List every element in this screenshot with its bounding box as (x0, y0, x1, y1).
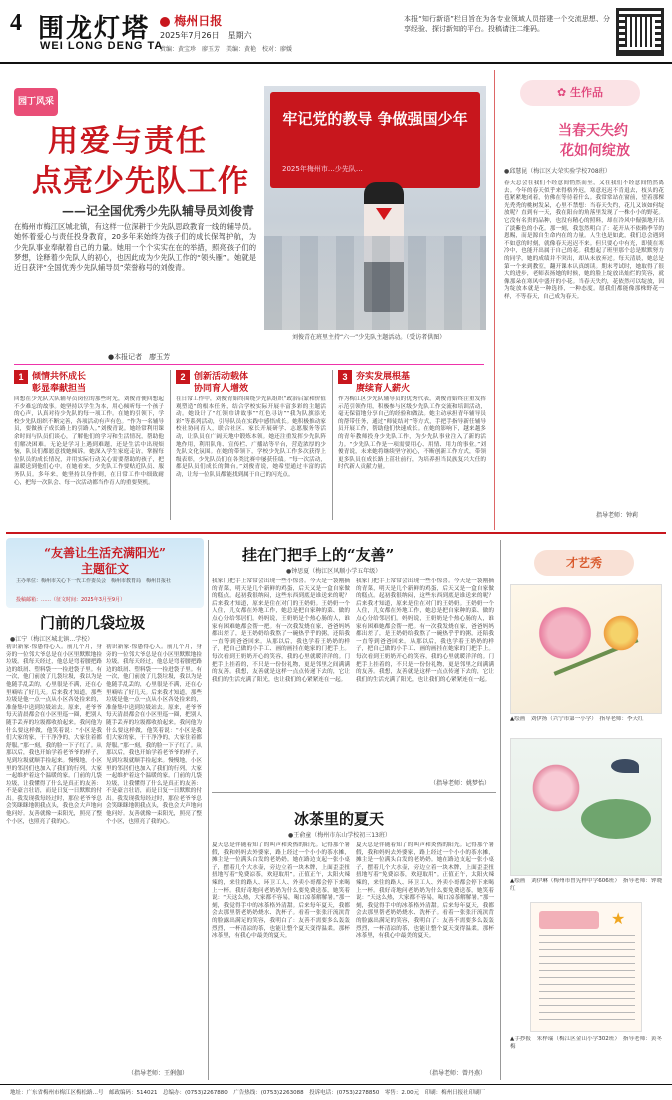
paper-logo-icon (160, 17, 170, 27)
subsection-title-1: 夯实发展根基 (356, 372, 411, 382)
handwritten-title-block (539, 911, 599, 929)
subsection-2 (176, 370, 326, 520)
subsection-body: 在日常工作中，刘俊青始终围绕少先队组织“政治启蒙和价值观塑造”的根本任务，结合学校实际开展丰富多彩的主题活动。她设计了“红领巾讲故事”“红色寻访”“我为队旗添光彩”等系列活动，引导队员在实践中感悟成长。她积极推动家校社协同育人，联合社区、家长开展研学、志愿服务等活动，让队员在广阔天地中锻炼本领。她还注重发挥少先队阵地作用，利用队角、宣传栏、广播站等平台，营造浓厚的少先队文化氛围。在她的带领下，学校少先队工作多次获得上级表彰，少先队员们在各类比赛中屡获佳绩。“每一次活动，都是队员们成长的舞台。”刘俊青说，她希望通过丰富的活动，让每一位队员都能找到属于自己的闪光点。 (176, 396, 326, 478)
painting-flower-icon (601, 613, 641, 653)
flower-icon: ✿ (556, 86, 571, 99)
artwork-painting-2 (510, 738, 662, 876)
subsection-title-1: 创新活动载体 (194, 372, 249, 382)
page-title: 围龙灯塔 (38, 14, 151, 44)
story-b-byline: ●钟思夏（梅江区风顺小学五年级） (286, 568, 382, 575)
subsection-title-2: 彰显奉献担当 (32, 384, 87, 394)
story-c (212, 796, 496, 1082)
story-b-body-col-1: 我家门把手上常常会出现一些小惊喜。今天是一袋刚摘的青菜，明天是几个新鲜的鸡蛋，后天又是一盒自家做的糕点。起初我很纳闷，这些东西到底是谁送来的呢？后来我才知道，原来是住在对门的王奶奶。王奶奶一个人住，儿女都在外地工作，她总是把自家种的菜、做的点心分给邻居们。妈妈说，王奶奶是个热心肠的人，谁家有困难她都会帮一把。有一次我发烧在家，爸爸妈妈都出差了，是王奶奶给我熬了一碗热乎乎的粥，还陪我一直等到爸爸回来。从那以后，我也学着王奶奶的样子，把自己做的小手工、画的画挂在她家的门把手上。每次看到王奶奶开心的笑容，我的心里就暖洋洋的。门把手上挂着的，不只是一份份礼物，更是邻里之间满满的友善。我想，友善就是这样一点点传递下去的，它让我们的生活充满了阳光，也让我们的心紧紧连在一起。 (212, 578, 350, 683)
section-divider (6, 532, 666, 534)
column-rule (208, 540, 209, 1080)
lead-photo-caption: 刘俊青在班里主持“六一”少先队主题活动。（受访者供图） (292, 334, 446, 341)
column-notice: 本报“知行新语”栏目旨在为各专业领域人员搭建一个交流思想、分享经验、探讨新知的平台。投稿请注二维码。 (404, 15, 610, 33)
lead-story (0, 64, 490, 524)
story-a (6, 612, 204, 1082)
story-a-teacher: （指导老师：王俐伽） (128, 1070, 189, 1077)
subsection-1 (14, 370, 164, 520)
painting-flower-icon (535, 603, 595, 663)
subsection-body: 作为梅江区少先队辅导员的优秀代表，刘俊青始终注重发挥示范引领作用，积极参与区级少先队工作交流和培训活动，毫无保留地分享自己的经验和做法。她主动承担青年辅导员的帮带任务，通过“师徒结对”等方式，手把手指导新任辅导员开展工作，帮助他们快速成长。在她的影响下，越来越多的青年教师投身少先队工作，为少先队事业注入了新的活力。“少先队工作是一项需要用心、用情、用力的事业。”刘俊青说，未来她将继续坚守初心，不断创新工作方式，带领更多队员在成长路上茁壮前行，为培养担当民族复兴大任的时代新人贡献力量。 (338, 396, 486, 471)
lead-divider (14, 364, 484, 365)
artwork-painting-1 (510, 584, 662, 714)
campaign-banner (6, 538, 204, 608)
painting-bird-icon (611, 759, 639, 773)
essay-title-2: 花如何绽放 (560, 143, 630, 159)
photo-students (264, 236, 486, 330)
story-a-body-col-1: 初识新家·惊愚得心人。前几个月，身旁的一位邻大爷总是在小区里默默地捡垃圾。我每天经过，他总是弯着腰把路边的纸屑、塑料袋一一捡进袋子里。有一次，他门前放了几袋垃圾，我以为是他随手乱丢的，心里很是不满，还在心里嘀咕了好几天。后来我才知道，那些垃圾是他一点一点从小区各处捡来的，准备集中送到垃圾站去。原来，老爷爷每天清晨都会在小区里巡一圈，把别人随手丢弃的垃圾都收拾起来。我问他为什么要这样做，他笑着说：“小区是我们大家的家，干干净净的，大家住着都舒服。”那一刻，我的脸一下子红了。从那以后，我也开始学着老爷爷的样子，见到垃圾就顺手捡起来。慢慢地，小区里的邻居们也加入了我们的行列，大家一起维护着这个温暖的家。门前的几袋垃圾，让我懂得了什么是真正的友善：不是豪言壮语，而是日复一日默默的付出。我发现我每经过时，那位老爷爷总会笑眯眯地朝我点头，我也会大声地向他问好。友善就像一束阳光，照亮了整个小区，也照亮了我的心。 (6, 644, 102, 825)
artwork-handwritten-newspaper (530, 902, 642, 1032)
campaign-organizers: 主办单位：梅州市关心下一代工作委员会 梅州市教育局 梅州日报社 (16, 578, 172, 584)
editors-line: 责编：黄宝珍 廖玉芳 美编：黄艳 校对：廖媛 (160, 46, 293, 53)
story-c-body-col-2: 夏天总是伴随着知了的叫声和炎热的阳光。记得那个暑假，我和妈妈去外婆家，路上经过一个小小的茶水摊，摊主是一位满头白发的老奶奶。她在路边支起一张小桌子，摆着几个大水壶，旁边立着一块木牌，上面歪歪扭扭地写着“免费凉茶，欢迎取用”。正值正午，太阳火辣辣的，来往的路人、环卫工人、外卖小哥都会停下来喝上一杯。我好奇地问老奶奶为什么要免费送茶，她笑着说：“天这么热，大家都不容易，喝口凉茶解解暑。”那一刻，我觉得手中的冰茶格外清甜。后来每年夏天，我都会去那里帮老奶奶烧水、洗杯子。看着一张张汗流浃背的脸露出满足的笑容，我明白了：友善不需要多么轰轰烈烈，一杯清凉的茶，也能让整个夏天变得温柔。那杯冰茶里，有我心中最美的夏天。 (356, 842, 494, 940)
story-divider (212, 792, 496, 793)
story-a-byline: ●江宁（梅江区城北镇…学校） (10, 636, 94, 643)
photo-banner-text: 牢记党的教导 争做强国少年 (282, 110, 468, 128)
right-column-rule (494, 70, 495, 530)
column-rule (500, 540, 501, 1080)
art-caption-1: ▲绘画 刘伊扬（兴宁市第一小学） 指导老师：李天红 (510, 716, 644, 722)
photo-banner-caption: 2025年梅州市…少先队… (282, 165, 363, 173)
essay-title-1: 当春天失约 (558, 123, 628, 139)
footer-rule (0, 1084, 672, 1085)
page-number: 4 (10, 10, 22, 36)
lead-subhead: ——记全国优秀少先队辅导员刘俊青 (62, 204, 255, 218)
essay-byline: ●邱慧昆（梅江区大荣实验学校708班） (504, 168, 611, 175)
paper-name: 梅州日报 (174, 14, 223, 28)
campaign-title-1: “友善让生活充满阳光” (44, 546, 166, 560)
issue-date: 2025年7月26日 星期六 (160, 31, 252, 40)
story-b-body-col-2: 我家门把手上常常会出现一些小惊喜。今天是一袋刚摘的青菜，明天是几个新鲜的鸡蛋，后天又是一盒自家做的糕点。起初我很纳闷，这些东西到底是谁送来的呢？后来我才知道，原来是住在对门的王奶奶。王奶奶一个人住，儿女都在外地工作，她总是把自家种的菜、做的点心分给邻居们。妈妈说，王奶奶是个热心肠的人，谁家有困难她都会帮一把。有一次我发烧在家，爸爸妈妈都出差了，是王奶奶给我熬了一碗热乎乎的粥，还陪我一直等到爸爸回来。从那以后，我也学着王奶奶的样子，把自己做的小手工、画的画挂在她家的门把手上。每次看到王奶奶开心的笑容，我的心里就暖洋洋的。门把手上挂着的，不只是一份份礼物，更是邻里之间满满的友善。我想，友善就是这样一点点传递下去的，它让我们的生活充满了阳光，也让我们的心紧紧连在一起。 (356, 578, 494, 683)
masthead (0, 0, 672, 62)
story-c-title: 冰茶里的夏天 (294, 810, 385, 828)
essay-teacher: 指导老师：钟莉 (596, 512, 639, 519)
handwritten-star-icon: ★ (611, 909, 626, 928)
qr-code (616, 8, 664, 56)
footer-text: 地址：广东省梅州市梅江区梅松路…号 邮政编码：514021 总编办：(0753)2267880 广告热线：(0753)2263088 投诉电话：(0753)2278850 零售：2.00元 印刷：梅州日报社印刷厂 (10, 1090, 486, 1096)
story-b (212, 540, 496, 790)
story-c-byline: ●王俞童（梅州市东山学校初三13班） (288, 832, 391, 839)
story-b-title: 挂在门把手上的“友善” (242, 546, 395, 564)
subsection-number: 1 (14, 370, 28, 384)
art-tag: 才艺秀 (534, 550, 634, 576)
section-tag: 园丁风采 (14, 88, 58, 116)
subsection-title-2: 协同育人增效 (194, 384, 249, 394)
column-rule (170, 370, 171, 520)
story-c-body-col-1: 夏天总是伴随着知了的叫声和炎热的阳光。记得那个暑假，我和妈妈去外婆家，路上经过一个小小的茶水摊，摊主是一位满头白发的老奶奶。她在路边支起一张小桌子，摆着几个大水壶，旁边立着一块木牌，上面歪歪扭扭地写着“免费凉茶，欢迎取用”。正值正午，太阳火辣辣的，来往的路人、环卫工人、外卖小哥都会停下来喝上一杯。我好奇地问老奶奶为什么要免费送茶，她笑着说：“天这么热，大家都不容易，喝口凉茶解解暑。”那一刻，我觉得手中的冰茶格外清甜。后来每年夏天，我都会去那里帮老奶奶烧水、洗杯子。看着一张张汗流浃背的脸露出满足的笑容，我明白了：友善不需要多么轰轰烈烈，一杯清凉的茶，也能让整个夏天变得温柔。那杯冰茶里，有我心中最美的夏天。 (212, 842, 350, 940)
lead-headline-2: 点亮少先队工作 (32, 164, 249, 199)
painting-lotus-icon (531, 763, 581, 813)
campaign-contact: 投稿邮箱：……（征文时间：2025年3月至9月） (16, 597, 126, 603)
subsection-body: 回想在少先队大队辅导员岗位的那些时光，刘俊青便回想起不少难忘的故事。她坚持以学生为本，用心倾听每一个孩子的心声，认真对待少先队的每一项工作。在她的引领下，学校少先队组织不断完善，各项活动有声有色。“作为一名辅导员，要做孩子成长路上的引路人。”刘俊青说。她经常利用课余时间与队员们谈心，了解他们的学习和生活情况，帮助他们解决困难。无论是学习上遇到难题，还是生活中出现烦恼，队员们都愿意找她倾诉。她深入学生家庭走访，掌握每位队员的成长情况，并用实际行动关心需要帮助的孩子，把温暖送到他们心中。在她看来，少先队工作要贴近队员、服务队员。多年来，她坚持以身作则，在日常工作中细致耐心，把每一次队会、每一次活动都当作育人的重要契机。 (14, 396, 164, 486)
subsection-number: 3 (338, 370, 352, 384)
art-column (506, 540, 666, 1080)
art-caption-2: ▲绘画 刘伊琳（梅州市曾宪梓中学606班） 指导老师：钟晓红 (510, 878, 662, 892)
story-a-body-col-2: 初识新家·惊愚得心人。前几个月，身旁的一位邻大爷总是在小区里默默地捡垃圾。我每天经过，他总是弯着腰把路边的纸屑、塑料袋一一捡进袋子里。有一次，他门前放了几袋垃圾，我以为是他随手乱丢的，心里很是不满，还在心里嘀咕了好几天。后来我才知道，那些垃圾是他一点一点从小区各处捡来的，准备集中送到垃圾站去。原来，老爷爷每天清晨都会在小区里巡一圈，把别人随手丢弃的垃圾都收拾起来。我问他为什么要这样做，他笑着说：“小区是我们大家的家，干干净净的，大家住着都舒服。”那一刻，我的脸一下子红了。从那以后，我也开始学着老爷爷的样子，见到垃圾就顺手捡起来。慢慢地，小区里的邻居们也加入了我们的行列，大家一起维护着这个温暖的家。门前的几袋垃圾，让我懂得了什么是真正的友善：不是豪言壮语，而是日复一日默默的付出。我发现我每经过时，那位老爷爷总会笑眯眯地朝我点头，我也会大声地向他问好。友善就像一束阳光，照亮了整个小区，也照亮了我的心。 (106, 644, 202, 825)
story-a-title: 门前的几袋垃圾 (40, 614, 146, 632)
campaign-title-2: 主题征文 (80, 562, 129, 576)
lead-headline-1: 用爱与责任 (48, 124, 208, 159)
subsection-title-1: 倾情共怀成长 (32, 372, 87, 382)
lead-photo (264, 86, 486, 330)
page-title-pinyin: WEI LONG DENG TA (40, 40, 164, 52)
painting-leaf (581, 799, 651, 839)
story-c-teacher: （指导老师：曾丹燕） (426, 1070, 487, 1077)
subsection-title-2: 赓续育人薪火 (356, 384, 411, 394)
lead-byline: ●本报记者 廖玉芳 (108, 353, 171, 361)
student-work-tag: ✿ 生作品 (520, 80, 640, 106)
story-b-teacher: （指导老师：姚梦怡） (430, 780, 491, 787)
art-caption-3: ▲手抄报 朱梓瑞（梅江区金山小学302班） 指导老师：黄冬梅 (510, 1036, 662, 1050)
column-rule (332, 370, 333, 520)
essay-body: 春天总会在我们不经意间悄然而至，又在我们不经意间悄然离去。今年的春天似乎来得格外迟，寒意迟迟不肯退去，枝头的花苞紧紧地闭着，仿佛在等待着什么。我常常站在窗前，望着那棵光秃秃的桃树发呆，心里不禁想：当春天失约，花儿又该如何绽放呢？直到有一天，我在阳台的角落里发现了一株小小的野花。它没有名贵的品种，也没有精心的照料，却在冷风中倔强地开出了淡紫色的小花。那一刻，我忽然明白了：花开从不依赖季节的恩赐，而是源自生命内在的力量。人生也是如此，我们总会遇到不如意的时刻，就像春天迟迟不来。但只要心中有光，即使在寒冷中，也能开出属于自己的花。我想起了班里那个总是默默努力的同学，她的成绩并不突出，却从未放弃过。每天清晨，她总是第一个来到教室，翻开课本认真朗读。期末考试时，她取得了很大的进步，老师表扬她的时候，她的脸上绽放出灿烂的笑容，就像那朵在寒风中盛开的小花。当春天失约，花依然可以绽放，因为绽放本就是一种选择，一种态度。愿我们都能像那株野花一样，不等春天，自己成为春天。 (504, 180, 664, 300)
lead-intro: 在梅州市梅江区城北镇，有这样一位深耕于少先队思政教育一线的辅导员。她怀着爱心与责任投身教育，20多年来始终为孩子们的成长保驾护航，为少先队事业奉献着自己的力量。她用一个个实实在在的举措，照亮孩子们的梦想，诠释着少先队人的初心，也因此成为少先队工作的“领头雁”。她就是近日获评“全国优秀少先队辅导员”荣誉称号的刘俊青。 (14, 222, 256, 273)
handwritten-lines (539, 935, 635, 1021)
student-work-column (500, 70, 666, 530)
subsection-3 (338, 370, 486, 520)
subsection-number: 2 (176, 370, 190, 384)
newspaper-logo (160, 12, 222, 29)
